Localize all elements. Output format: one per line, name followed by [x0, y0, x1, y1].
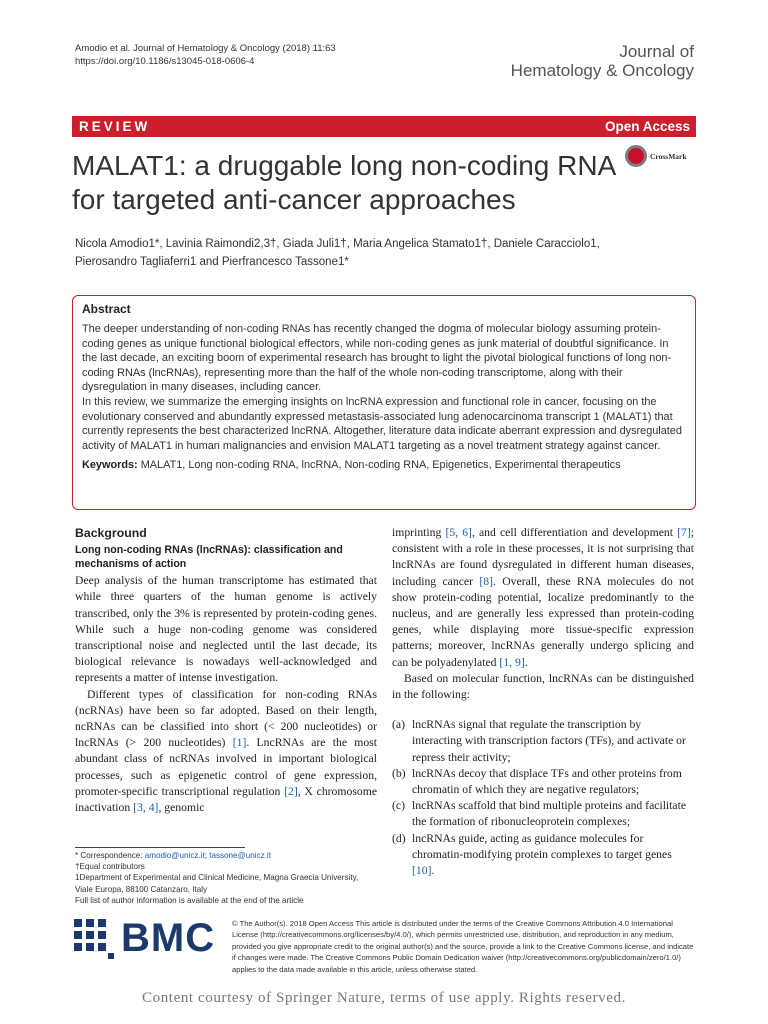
article-title: MALAT1: a druggable long non-coding RNA for targeted anti-cancer approaches: [72, 150, 615, 215]
text-run: . Overall, these RNA molecules do not show protein-coding potential, localize predominantly to the nucleus, and are generally less expressed than protein-coding genes, while displaying more tissue-specific expression patterns; moreover, lncRNAs generally undergo splicing and can be polyadenylated: [392, 574, 694, 669]
abstract-heading: Abstract: [82, 302, 131, 316]
list-item-text: lncRNAs scaffold that bind multiple proteins and facilitate the formation of ribonucleoprotein complexes;: [412, 799, 687, 829]
list-item: [392, 831, 694, 880]
lncrna-function-list: [392, 717, 694, 879]
list-item: [392, 717, 694, 766]
email-link[interactable]: amodio@unicz.it: [144, 851, 205, 860]
list-item-text: lncRNAs signal that regulate the transcription by interacting with transcription factors (TFs), and activate or repress their activity;: [412, 718, 686, 764]
keywords-label: Keywords:: [82, 459, 138, 472]
correspondence-label: * Correspondence:: [75, 851, 145, 860]
section-heading: Background: [75, 526, 147, 540]
list-item-text-wrap: [412, 831, 694, 880]
list-item: [392, 766, 694, 798]
reference-link[interactable]: [7]: [677, 526, 691, 539]
body-paragraph-1: Deep analysis of the human transcriptome has estimated that while three quarters of the human genome is actively transcribed, only the 3% is represented by protein-coding genes. While such a huge non-coding genome was considered transcriptional noise and neglected until the last decade, its biological relevance is nowadays well-acknowledged and represents a matter of intense investigation.: [75, 574, 377, 685]
crossmark-badge[interactable]: [625, 145, 687, 167]
list-item-label: (a): [392, 718, 405, 732]
open-access-label: Open Access: [604, 119, 690, 134]
text-run: , genomic: [158, 801, 205, 815]
subsection-heading: Long non-coding RNAs (lncRNAs): classification and mechanisms of action: [75, 544, 343, 571]
authors-line-2: Pierosandro Tagliaferri1 and Pierfrancesco Tassone1*: [75, 256, 349, 268]
abstract-paragraph-2: In this review, we summarize the emerging insights on lncRNA expression and functional role in cancer, focusing on the evolutionary conserved and abundantly expressed metastasis-associated lung adenocarcinoma transcript 1 (MALAT1) that currently represents the best characterized lncRNA. Altogether, literature data indicate aberrant expression and dysregulated activity of MALAT1 in human malignancies and envision MALAT1 targeting as a novel treatment strategy against cancer.: [82, 395, 682, 452]
article-type-label: REVIEW: [79, 119, 151, 134]
springer-courtesy-watermark: Content courtesy of Springer Nature, terms of use apply. Rights reserved.: [142, 990, 626, 1006]
text-run: imprinting: [392, 526, 446, 539]
text-run: , X chromosome inactivation: [75, 784, 378, 815]
list-item: [392, 798, 694, 830]
bmc-logo-icon: [72, 917, 116, 961]
text-run: . LncRNAs are the most abundant class of ncRNAs involved in important biological processes, such as epigenetic control of gene expression, promoter-specific transcriptional regulation: [75, 736, 377, 798]
list-item-label: (c): [392, 799, 405, 813]
crossmark-icon: [625, 145, 647, 167]
abstract-paragraph-1: The deeper understanding of non-coding RNAs has recently changed the dogma of molecular biology assuming protein-coding genes as unique functional biological effectors, while non-coding genes as junk material of doubtful significance. In the last decade, an exciting boom of experimental research has brought to light the pivotal biological functions of long non-coding RNAs (lncRNAs), representing more than the half of the whole non-coding transcriptome, along with their dysregulation in many diseases, including cancer.: [82, 323, 672, 394]
reference-link[interactable]: [1]: [232, 736, 247, 750]
full-author-info-note: Full list of author information is available at the end of the article: [75, 895, 304, 905]
text-run: .: [431, 864, 435, 878]
authors-line-1-text: Nicola Amodio1*, Lavinia Raimondi2,3†, Giada Juli1†, Maria Angelica Stamato1†, Daniele Caracciolo1,: [75, 238, 600, 250]
crossmark-label: CrossMark: [650, 151, 687, 161]
citation-text: Amodio et al. Journal of Hematology & Oncology (2018) 11:63: [75, 43, 336, 54]
email-separator: ;: [204, 851, 210, 860]
journal-logo-line1: Journal of: [619, 42, 694, 61]
bmc-logo: [72, 916, 215, 961]
text-run: Different types of classification for non-coding RNAs (ncRNAs) have been so far adopted. Based on their length, ncRNAs can be classified into short (< 200 nucleotides) or lncRNAs (> 200 nucleotides): [75, 687, 377, 750]
reference-link[interactable]: [2]: [284, 784, 298, 798]
text-run: , and cell differentiation and development: [471, 526, 678, 539]
body-column-left: [75, 525, 377, 816]
footnote-divider: [75, 847, 245, 848]
license-statement: © The Author(s). 2018 Open Access This article is distributed under the terms of the Creative Commons Attribution 4.0 International License (http://creativecommons.org/licenses/by/4.0/), which permits unrestricted use, distribution, and reproduction in any medium, provided you give appropriate credit to the original author(s) and the source, provide a link to the Creative Commons license, and indicate if changes were made. The Creative Commons Public Domain Dedication waiver (http://creativecommons.org/publicdomain/zero/1.0/) applies to the data made available in this article, unless otherwise stated.: [232, 919, 694, 974]
body-column-right: [392, 525, 694, 879]
text-run: ; consistent with a role in these processes, it is not surprising that lncRNAs are found dysregulated in different human diseases, including cancer: [392, 526, 694, 588]
list-item-text: lncRNAs guide, acting as guidance molecules for chromatin-modifying protein complexes to target genes: [412, 831, 672, 861]
footnotes: [75, 850, 377, 906]
reference-link[interactable]: [1, 9]: [499, 655, 525, 669]
bmc-logo-text: BMC: [121, 916, 216, 960]
body-paragraph-4: Based on molecular function, lncRNAs can be distinguished in the following:: [392, 671, 694, 702]
reference-link[interactable]: [10]: [412, 864, 432, 878]
article-type-banner: [72, 116, 696, 137]
keywords: [82, 458, 686, 473]
reference-link[interactable]: [8]: [479, 574, 493, 588]
list-item-label: (d): [392, 831, 406, 845]
keywords-list: MALAT1, Long non-coding RNA, lncRNA, Non-coding RNA, Epigenetics, Experimental therapeutics: [140, 459, 621, 472]
reference-link[interactable]: [3, 4]: [133, 801, 159, 815]
citation-header: [75, 42, 336, 68]
reference-link[interactable]: [5, 6]: [445, 526, 472, 539]
authors-line-1: [75, 235, 695, 253]
affiliation-note: 1Department of Experimental and Clinical Medicine, Magna Graecia University, Viale Europa, 88100 Catanzaro, Italy: [75, 873, 359, 894]
body-paragraph-3: [392, 525, 694, 671]
journal-logo-line2: Hematology & Oncology: [510, 61, 694, 80]
list-item-label: (b): [392, 766, 406, 780]
author-list: [75, 235, 695, 271]
list-item-text: lncRNAs decoy that displace TFs and other proteins from chromatin of which they are negative regulators;: [412, 766, 682, 797]
correspondence: [75, 850, 377, 861]
equal-contributors-note: †Equal contributors: [75, 862, 145, 872]
text-run: .: [524, 655, 528, 669]
body-paragraph-2: [75, 687, 377, 817]
email-link[interactable]: tassone@unicz.it: [209, 851, 271, 860]
journal-logo: [511, 42, 694, 80]
abstract-box: [72, 295, 696, 510]
doi-link[interactable]: https://doi.org/10.1186/s13045-018-0606-4: [75, 56, 255, 67]
